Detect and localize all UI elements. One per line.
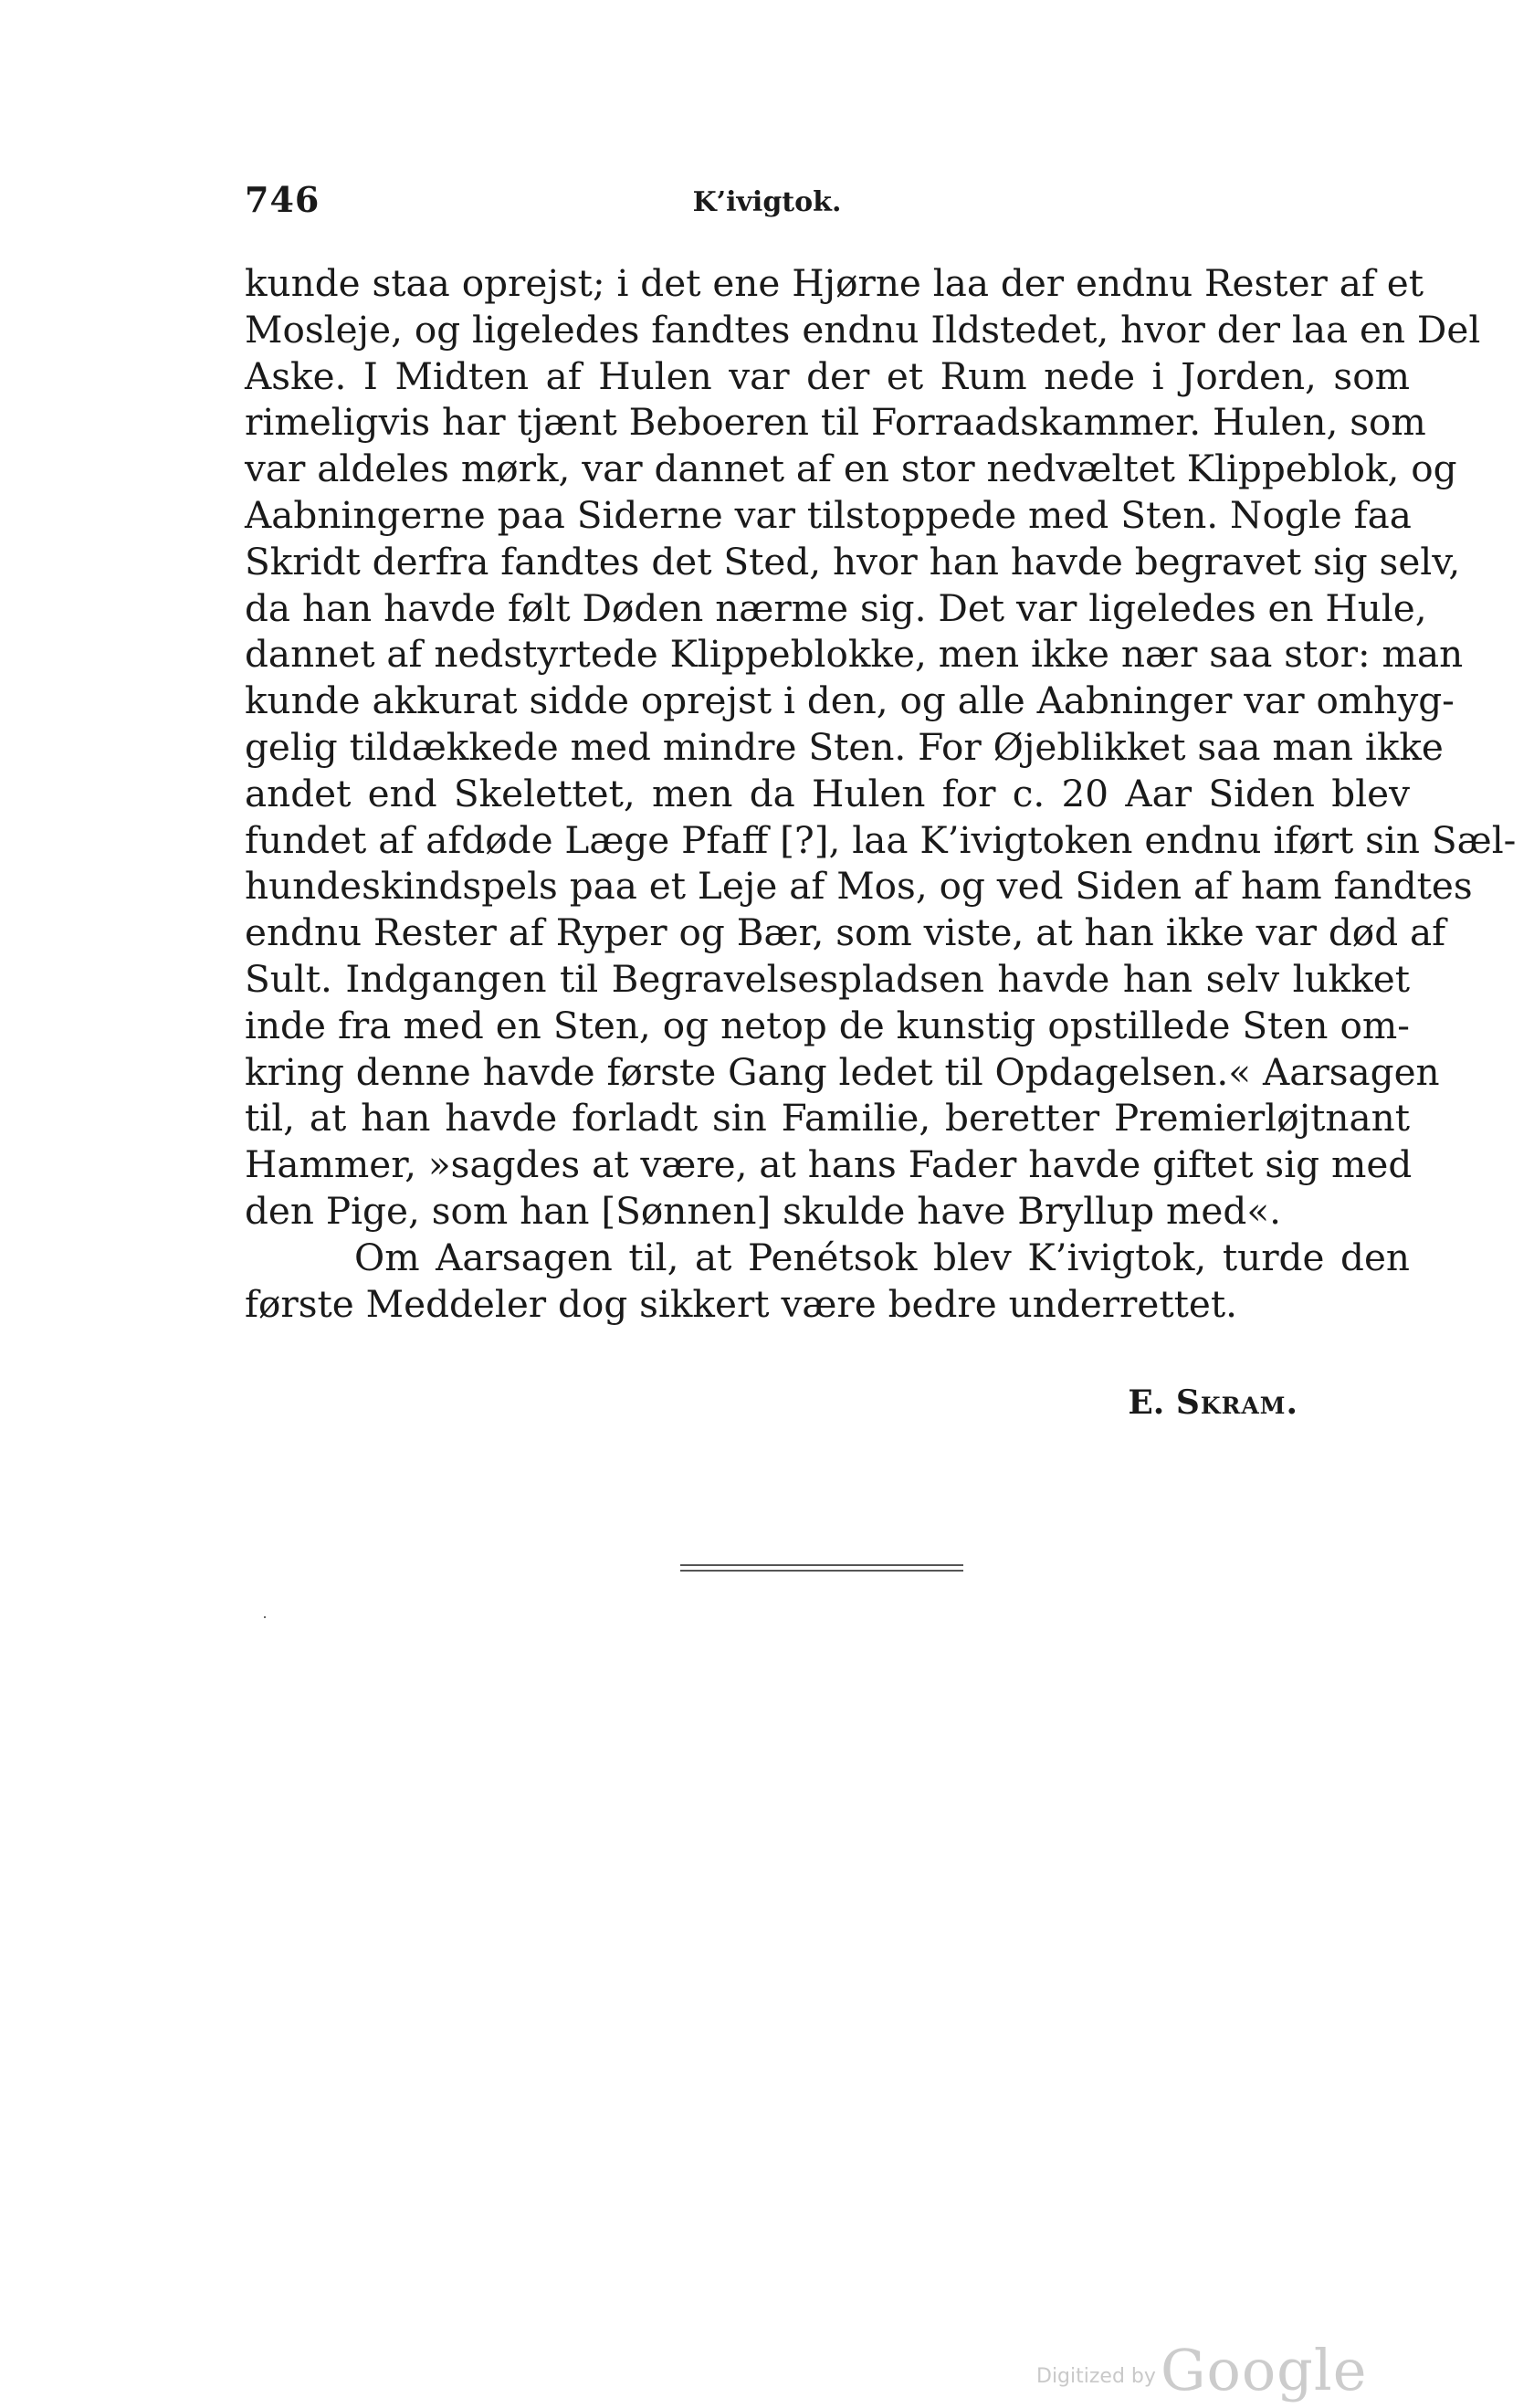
text-line: Mosleje, og ligeledes fandtes endnu Ildstedet, hvor der laa en Del <box>245 307 1481 352</box>
body-text <box>245 260 1517 1327</box>
text-line: endnu Rester af Ryper og Bær, som viste, at han ikke var død af <box>245 910 1446 955</box>
signature-surname: Skram. <box>1175 1383 1298 1422</box>
section-divider <box>680 1570 963 1572</box>
text-line: hundeskindspels paa et Leje af Mos, og ved Siden af ham fandtes <box>245 864 1473 909</box>
text-line: da han havde følt Døden nærme sig. Det var ligeledes en Hule, <box>245 585 1427 630</box>
text-line: fundet af afdøde Læge Pfaff [?], laa K’ivigtoken endnu iført sin Sæl- <box>245 817 1517 862</box>
signature-initial: E. <box>1128 1383 1165 1422</box>
text-line: Aske. I Midten af Hulen var der et Rum nede i Jorden, som <box>245 353 1410 398</box>
text-line: kring denne havde første Gang ledet til Opdagelsen.« Aarsagen <box>245 1049 1440 1094</box>
text-line: Hammer, »sagdes at være, at hans Fader havde giftet sig med <box>245 1142 1413 1187</box>
text-line: Skridt derfra fandtes det Sted, hvor han havde begravet sig selv, <box>245 539 1461 584</box>
page-number: 746 <box>245 179 320 220</box>
text-line: kunde akkurat sidde oprejst i den, og alle Aabninger var omhyg- <box>245 678 1455 723</box>
text-line: rimeligvis har tjænt Beboeren til Forraadskammer. Hulen, som <box>245 400 1426 445</box>
text-line: var aldeles mørk, var dannet af en stor nedvæltet Klippeblok, og <box>245 447 1457 491</box>
scan-speck <box>264 1616 266 1618</box>
signature <box>1128 1383 1298 1422</box>
text-line: inde fra med en Sten, og netop de kunstig opstillede Sten om- <box>245 1003 1410 1047</box>
text-line: til, at han havde forladt sin Familie, beretter Premierløjtnant <box>245 1096 1410 1141</box>
text-line: Sult. Indgangen til Begravelsespladsen havde han selv lukket <box>245 956 1410 1001</box>
running-head: K’ivigtok. <box>692 186 842 218</box>
text-line: Aabningerne paa Siderne var tilstoppede med Sten. Nogle faa <box>245 492 1412 537</box>
text-line: Om Aarsagen til, at Penétsok blev K’ivigtok, turde den <box>354 1235 1410 1279</box>
text-line: kunde staa oprejst; i det ene Hjørne laa der endnu Rester af et <box>245 261 1424 305</box>
text-line: andet end Skelettet, men da Hulen for c. 20 Aar Siden blev <box>245 771 1410 815</box>
google-logo-icon: Google <box>1161 2337 1368 2403</box>
text-line: dannet af nedstyrtede Klippeblokke, men ikke nær saa stor: man <box>245 632 1464 677</box>
text-line: gelig tildækkede med mindre Sten. For Øjeblikket saa man ikke <box>245 724 1444 769</box>
watermark-prefix: Digitized by <box>1036 2365 1156 2388</box>
text-line: første Meddeler dog sikkert være bedre underrettet. <box>245 1281 1238 1326</box>
digitized-watermark <box>1036 2337 1367 2403</box>
text-line: den Pige, som han [Sønnen] skulde have Bryllup med«. <box>245 1188 1281 1233</box>
section-divider <box>680 1564 963 1566</box>
